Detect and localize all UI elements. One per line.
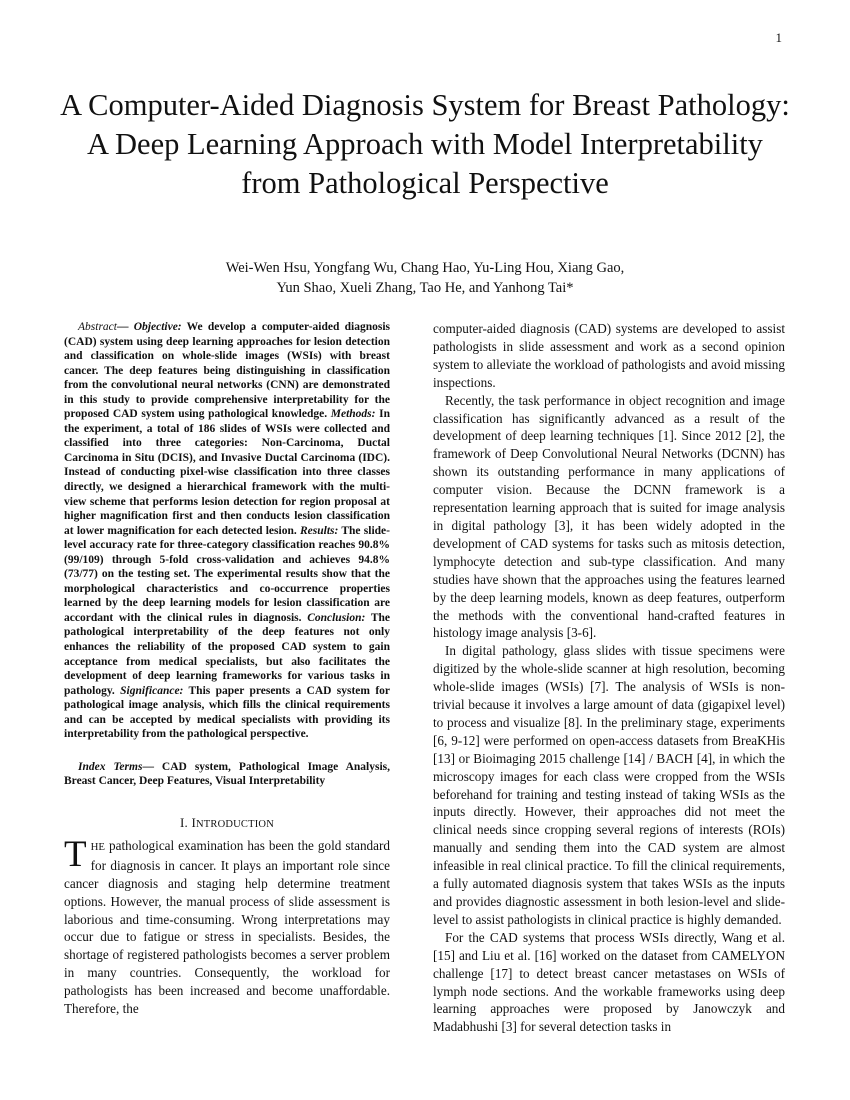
- index-terms-dash: —: [142, 760, 162, 773]
- objective-text: We develop a computer-aided diagnosis (CAD) system using deep learning approaches for lesion detection and classification on whole-slide images (WSIs) with breast cancer. The deep features being distinguishing in classification from the convolutional neural networks (CNN) are demonstrated in this study to provide comprehensive interpretability for the proposed CAD system using pathological knowledge.: [64, 321, 391, 421]
- results-label: Results:: [299, 524, 339, 537]
- methods-label: Methods:: [330, 408, 376, 421]
- intro-paragraph-2: Recently, the task performance in object recognition and image classification has significantly advanced as a result of the development of deep learning techniques [1]. Since 2012 [2], the framework of Deep Convolutional Neural Networks (DCNN) has shown its outstanding performance in many applications of computer vision. Because the DCNN framework is a representation learning approach that is suited for image analysis in digital pathology [3], it has been widely adopted in the development of CAD systems for tasks such as mitosis detection, lymphocyte detection and sub-type classification. And many studies have shown that the approaches using the features learned by the deep learning models, known as deep features, outperform the methods with the conventional hand-crafted features in histology image analysis [3-6].: [433, 392, 785, 641]
- intro-paragraph-3: In digital pathology, glass slides with tissue specimens were digitized by the whole-slide scanner at high resolution, becoming whole-slide images (WSIs) [7]. The analysis of WSIs is non-trivial because it involves a large amount of data (gigapixel level) to process and visualize [8]. In the preliminary stage, experiments [6, 9-12] were performed on open-access datasets from BreaKHis [13] or Bioimaging 2015 challenge [14] / BACH [4], in which the microscopy images for each class were cropped from the WSIs beforehand for training and testing instead of taking WSIs as the inputs directly. However, their approaches did not meet the clinical needs since cropping several regions of interests (ROIs) manually and sending them into the CAD system are almost infeasible in real clinical practice. To fill the clinical requirements, a fully automated diagnosis system that takes WSIs as the inputs and provides diagnostic assessment in both lesion-level and slide-level to assist pathologists in clinical practice is highly demanded.: [433, 643, 785, 927]
- index-terms-label: Index Terms: [78, 760, 143, 773]
- index-terms: [64, 760, 390, 789]
- lead-small-caps: HE: [90, 840, 106, 853]
- author-line-2: Yun Shao, Xueli Zhang, Tao He, and Yanhong Tai*: [276, 280, 574, 296]
- section-title-caps: NTRODUCTION: [195, 818, 274, 830]
- conclusion-text: The pathological interpretability of the deep features not only enhances the reliability of the proposed CAD system to gain acceptance from medical specialists, but also facilitates the development of deep learning frameworks for various tasks in pathology.: [64, 611, 390, 697]
- abstract-label: Abstract: [78, 321, 117, 333]
- objective-label: Objective:: [133, 321, 182, 333]
- abstract: [64, 320, 390, 742]
- intro-paragraph-4: For the CAD systems that process WSIs directly, Wang et al. [15] and Liu et al. [16] worked on the dataset from CAMELYON challenge [17] to detect breast cancer metastases on WSIs of lymph node sections. And the workable frameworks using deep learning approaches were proposed by Janowczyk and Madabhushi [3] for several detection tasks in: [433, 929, 785, 1035]
- conclusion-label: Conclusion:: [307, 611, 366, 624]
- index-terms-text: CAD system, Pathological Image Analysis, Breast Cancer, Deep Features, Visual Interpretability: [64, 760, 390, 788]
- author-line-1: Wei-Wen Hsu, Yongfang Wu, Chang Hao, Yu-Ling Hou, Xiang Gao,: [225, 260, 625, 276]
- section-heading-introduction: [64, 815, 390, 831]
- left-column: [64, 320, 390, 1018]
- paper-title: A Computer-Aided Diagnosis System for Breast Pathology: A Deep Learning Approach with Model Interpretability from Pathological Perspective: [60, 88, 790, 200]
- significance-text: This paper presents a CAD system for pathological image analysis, which fills the clinical requirements and can be accepted by medical specialists with providing its interpretability from the pathological perspective.: [64, 684, 390, 741]
- results-text: The slide-level accuracy rate for three-category classification reaches 90.8% (99/109) through 5-fold cross-validation and achieves 94.8% (73/77) on the testing set. The experimental results show that the morphological characteristics and co-occurrence properties learned by the deep learning models for lesion classification are accordant with the clinical rules in diagnosis.: [64, 524, 390, 624]
- drop-cap: T: [64, 833, 87, 875]
- page-number: 1: [775, 30, 782, 45]
- methods-text: In the experiment, a total of 186 slides of WSIs were collected and classified into three categories: Non-Carcinoma, Ductal Carcinoma in Situ (DCIS), and Invasive Ductal Carcinoma (IDC). Instead of conducting pixel-wise classification into three classes directly, we designed a hierarchical framework with the multi-view scheme that performs lesion detection for region proposal at higher magnification first and then conducts lesion classification at lower magnification for each detected lesion.: [64, 408, 390, 537]
- intro-paragraph-1-text: pathological examination has been the gold standard for diagnosis in cancer. It plays an important role since cancer diagnosis and staging help determine treatment options. However, the manual process of slide assessment is laborious and time-consuming. Wrong interpretations may occur due to fatigue or stress in specialists. Besides, the shortage of registered pathologists becomes a server problem in many countries. Consequently, the workload for pathologists has been increased and become unaffordable. Therefore, the: [64, 837, 390, 1017]
- section-numeral: I.: [180, 814, 192, 830]
- significance-label: Significance:: [120, 684, 184, 697]
- section-first-letter: I: [191, 814, 196, 830]
- intro-paragraph-1-continued: computer-aided diagnosis (CAD) systems are developed to assist pathologists in slide assessment and work as a second opinion system to alleviate the workload of pathologists and avoid missing inspections.: [433, 321, 785, 390]
- intro-paragraph-1: [64, 833, 390, 1018]
- author-list: [60, 258, 790, 298]
- abstract-dash: —: [116, 321, 134, 333]
- right-column: [433, 320, 785, 1036]
